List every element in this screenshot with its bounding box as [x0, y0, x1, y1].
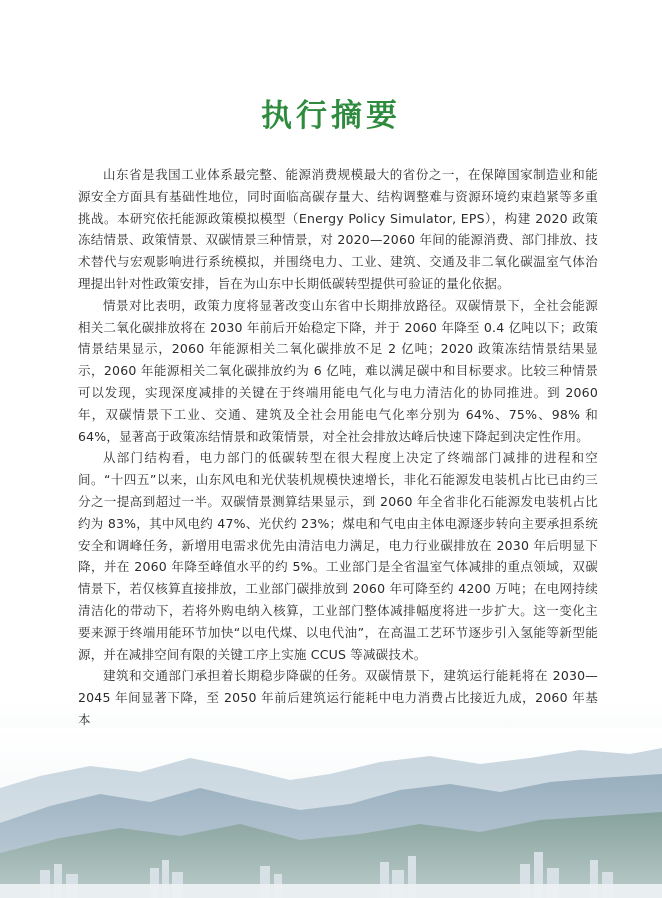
paragraph-sector-structure: 从部门结构看，电力部门的低碳转型在很大程度上决定了终端部门减排的进程和空间。“十四五”以来，山东风电和光伏装机规模快速增长，非化石能源发电装机占比已由约三分之一提高到超过一半。双碳情景测算结果显示，到 2060 年全省非化石能源发电装机占比约为 83%，其中风电约 47%、光伏约 23%；煤电和气电由主体电源逐步转向主要承担系统安全和调峰任务，新增用电需求优先由清洁电力满足，电力行业碳排放在 2030 年后明显下降，并在 2060 年降至峰值水平的约 5%。工业部门是全省温室气体减排的重点领域，双碳情景下，若仅核算直接排放，工业部门碳排放到 2060 年可降至约 4200 万吨；在电网持续清洁化的带动下，若将外购电纳入核算，工业部门整体减排幅度将进一步扩大。这一变化主要来源于终端用能环节加快“以电代煤、以电代油”，在高温工艺环节逐步引入氢能等新型能源，并在减排空间有限的关键工序上实施 CCUS 等减碳技术。	[78, 450, 598, 662]
paragraph-scenario-comparison: 情景对比表明，政策力度将显著改变山东省中长期排放路径。双碳情景下，全社会能源相关二氧化碳排放将在 2030 年前后开始稳定下降，并于 2060 年降至 0.4 亿吨以下；政策情景结果显示，2060 年能源相关二氧化碳排放不足 2 亿吨；2020 政策冻结情景结果显示，2060 年能源相关二氧化碳排放约为 6 亿吨，难以满足碳中和目标要求。比较三种情景可以发现，实现深度减排的关键在于终端用能电气化与电力清洁化的协同推进。到 2060 年，双碳情景下工业、交通、建筑及全社会用能电气化率分别为 64%、75%、98% 和 64%，显著高于政策冻结情景和政策情景，对全社会排放达峰后快速下降起到决定性作用。	[78, 297, 598, 444]
paragraph-building-transport: 建筑和交通部门承担着长期稳步降碳的任务。双碳情景下，建筑运行能耗将在 2030—2045 年间显著下降，至 2050 年前后建筑运行能耗中电力消费占比接近九成，2060 年基本	[78, 668, 598, 727]
summary-body	[78, 164, 598, 731]
page-title: 执行摘要	[261, 98, 401, 134]
paragraph-overview: 山东省是我国工业体系最完整、能源消费规模最大的省份之一，在保障国家制造业和能源安全方面具有基础性地位，同时面临高碳存量大、结构调整难与资源环境约束趋紧等多重挑战。本研究依托能源政策模拟模型（Energy Policy Simulator, EPS），构建 2020 政策冻结情景、政策情景、双碳情景三种情景，对 2020—2060 年间的能源消费、部门排放、技术替代与宏观影响进行系统模拟，并围绕电力、工业、建筑、交通及非二氧化碳温室气体治理提出针对性政策安排，旨在为山东中长期低碳转型提供可验证的量化依据。	[78, 167, 598, 291]
mountain-city-background	[0, 728, 662, 898]
